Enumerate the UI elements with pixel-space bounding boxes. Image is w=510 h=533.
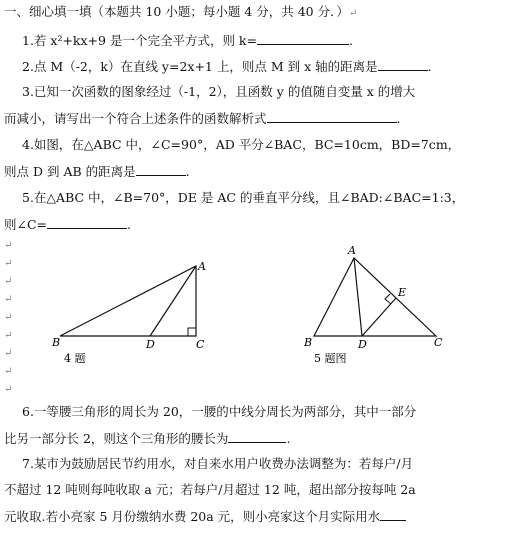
question-3-line-1: 3.已知一次函数的图象经过（-1，2），且函数 y 的值随自变量 x 的增大: [22, 84, 416, 99]
answer-blank-7[interactable]: [380, 508, 406, 521]
label-d: D: [146, 338, 155, 351]
question-7-line-1: 7.某市为鼓励居民节约用水，对自来水用户收费办法调整为：若每户/月: [22, 456, 414, 471]
return-mark: ↵: [4, 348, 13, 359]
return-mark: ↵: [4, 312, 13, 323]
question-5-line-2: 则∠C= .: [4, 217, 131, 232]
question-4-line-2: 则点 D 到 AB 的距离是 .: [4, 164, 190, 179]
triangle-abc: [60, 266, 196, 336]
triangle-abc: [314, 258, 436, 336]
right-angle-mark: [385, 294, 391, 304]
return-mark: ↵: [4, 240, 13, 251]
label-b: B: [304, 336, 313, 349]
answer-blank-5[interactable]: [47, 216, 127, 229]
label-d: D: [358, 338, 367, 351]
figure-4-caption: 4 题: [64, 352, 86, 365]
question-3-line-2: 而减小，请写出一个符合上述条件的函数解析式 .: [4, 111, 401, 126]
answer-blank-1[interactable]: [257, 32, 349, 45]
figure-question-4: [50, 250, 230, 370]
question-6-line-1: 6.一等腰三角形的周长为 20，一腰的中线分周长为两部分，其中一部分: [22, 404, 417, 419]
section-title: 一、细心填一填（本题共 10 小题；每小题 4 分，共 40 分．）↵: [4, 4, 358, 19]
question-1: 1.若 x²+kx+9 是一个完全平方式，则 k= .: [22, 33, 353, 48]
label-b: B: [52, 336, 61, 349]
question-5-line-1: 5.在△ABC 中，∠B=70°，DE 是 AC 的垂直平分线，且∠BAD:∠BAC=1:3，: [22, 190, 465, 205]
label-c: C: [196, 338, 205, 351]
question-6-line-2: 比另一部分长 2，则这个三角形的腰长为 .: [4, 431, 291, 446]
segment-ad: [354, 258, 362, 336]
label-e: E: [398, 286, 407, 299]
label-a: A: [198, 260, 206, 273]
return-mark: ↵: [4, 294, 13, 305]
return-mark: ↵: [4, 276, 13, 287]
answer-blank-2[interactable]: [378, 58, 428, 71]
label-c: C: [434, 336, 443, 349]
return-mark: ↵: [4, 330, 13, 341]
answer-blank-3[interactable]: [267, 110, 397, 123]
answer-blank-4[interactable]: [136, 163, 186, 176]
question-2: 2.点 M（-2，k）在直线 y=2x+1 上，则点 M 到 x 轴的距离是 .: [22, 59, 432, 74]
right-angle-mark: [188, 328, 196, 336]
return-mark: ↵: [4, 258, 13, 269]
return-mark: ↵: [4, 366, 13, 377]
question-7-line-3: 元收取.若小亮家 5 月份缴纳水费 20a 元，则小亮家这个月实际用水: [4, 508, 406, 525]
question-7-line-2: 不超过 12 吨则每吨收取 a 元；若每户/月超过 12 吨，超出部分按每吨 2a: [4, 482, 416, 497]
segment-ad: [150, 266, 196, 336]
answer-blank-6[interactable]: [228, 430, 286, 443]
label-a: A: [348, 244, 356, 257]
return-mark: ↵: [4, 384, 13, 395]
figure-question-5: [300, 242, 470, 370]
question-4-line-1: 4.如图，在△ABC 中，∠C=90°，AD 平分∠BAC，BC=10cm，BD=7cm，: [22, 137, 461, 152]
figure-5-caption: 5 题图: [314, 352, 347, 365]
